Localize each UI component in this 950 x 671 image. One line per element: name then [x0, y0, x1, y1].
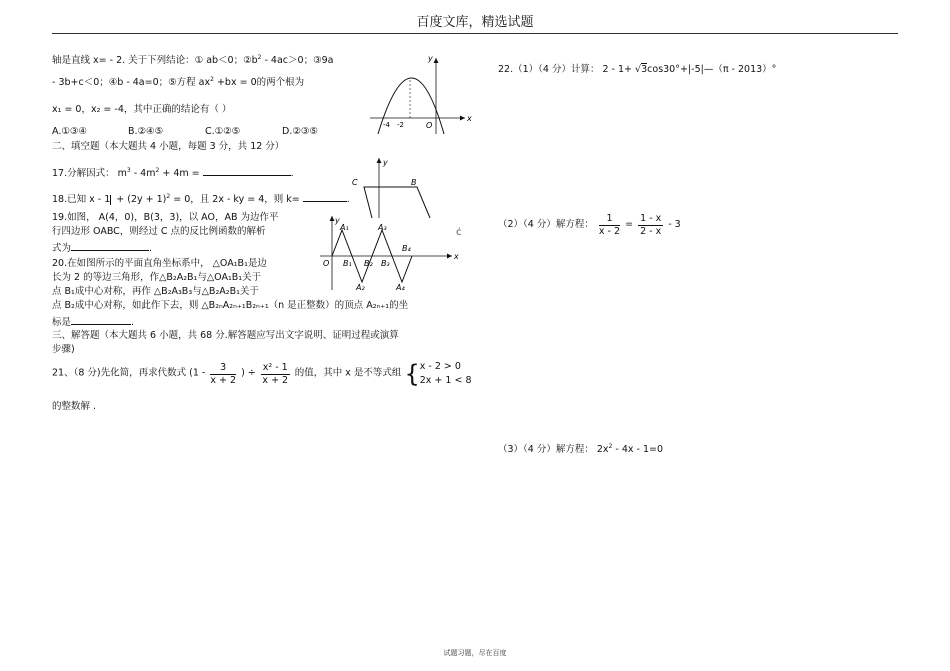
label-a3: A₃ — [378, 223, 387, 232]
section-solve-title-line2: 步骤) — [52, 344, 75, 355]
q16-line1: 轴是直线 x= - 2. 关于下列结论：① ab＜0；$②b^2 - 4ac>0$；③9a — [52, 54, 334, 67]
q16-options — [52, 126, 318, 139]
fig3-x-label: x — [454, 252, 459, 261]
section-fill-in-title: 二、填空题（本大题共 4 小题，每题 3 分，共 12 分） — [52, 141, 285, 152]
origin-label: O — [426, 121, 433, 130]
fig3-x-axis-arrow-icon — [447, 254, 452, 259]
q19-line3: 式为 . — [52, 240, 152, 256]
page-header: 百度文库，精选试题 — [416, 15, 534, 30]
page-footer: 试题习题，尽在百度 — [443, 649, 507, 657]
q21: 21、（8 分)先化简，再求代数式 (1 - $\frac{3}{x + 2}$ ) ÷ $\frac{\text{x² - 1}}{x + 2}$ 的值，其中 x 是不等式组 {x - 2 > 0 2x + 1 < 8 — [52, 360, 472, 388]
label-b4: B₄ — [402, 244, 411, 253]
sqrt-symbol: √3 — [635, 64, 648, 75]
header-divider — [52, 33, 898, 34]
x-axis-arrow-icon — [460, 116, 465, 121]
q16-line2: - 3b+c＜0；④b - 4a=0；⑤方程 $ax^2 +bx = 0$的两个根为 — [52, 76, 305, 89]
q19-line2: 行四边形 OABC，则经过 C 点的反比例函数的解析 — [52, 226, 266, 237]
q20-line1: 20.在如图所示的平面直角坐标系中， △OA₁B₁是边 — [52, 258, 267, 269]
option-a: A.①③④ — [52, 126, 87, 137]
q17: 17.分解因式： $m^3 - 4m^2 + 4m$ = . — [52, 166, 294, 179]
fig2-y-label: y — [383, 158, 388, 167]
fig2-y-axis-arrow-icon — [377, 158, 382, 163]
q20-line2: 长为 2 的等边三角形，作△B₂A₂B₁与△OA₁B₁关于 — [52, 272, 262, 283]
fig1-y-label: y — [428, 54, 433, 63]
tick-minus-2: -2 — [397, 121, 404, 129]
q19-line1: 19.如图， A(4，0)，B(3，3)，以 AO，AB 为边作平 — [52, 212, 279, 223]
label-b2: B₂ — [364, 259, 373, 268]
q20-answer-blank[interactable] — [71, 314, 131, 325]
fig3-y-axis-arrow-icon — [330, 216, 335, 221]
parabola-figure — [368, 52, 472, 136]
section-solve-title-line1: 三、解答题（本大题共 6 小题，共 68 分.解答题应写出文字说明、证明过程或演算 — [52, 330, 399, 341]
point-b-label: B — [411, 178, 417, 187]
point-c-label: C — [352, 178, 358, 187]
option-b: B.②④⑤ — [128, 126, 164, 137]
q21-system-brace: { — [404, 360, 420, 388]
q22-fraction-2: $\frac{1 - x}{2 - x}$ — [640, 213, 662, 237]
q19-answer-blank[interactable] — [71, 240, 149, 251]
parallelogram-figure — [340, 154, 438, 222]
q21-fraction-2: $\frac{\text{x² - 1}}{x + 2}$ — [262, 361, 289, 386]
stray-mark: ċ — [456, 227, 462, 238]
tick-minus-4: -4 — [383, 121, 390, 129]
option-c: C.①②⑤ — [205, 126, 241, 137]
q22-part3: （3）（4 分）解方程： $2x^2 - 4x - 1=0$ — [498, 443, 664, 456]
label-b3: B₃ — [381, 259, 390, 268]
label-a4: A₄ — [396, 283, 405, 292]
q20-line3: 点 B₁成中心对称，再作 △B₂A₃B₃与△B₂A₂B₁关于 — [52, 286, 259, 297]
q22-fraction-1: $\frac{1}{x - 2}$ — [598, 213, 621, 237]
q18: 18.已知 $x - 1 + (2y + 1)^2 = 0$，且 2x - ky = 4，则 k= . — [52, 192, 350, 205]
y-axis-arrow-icon — [434, 58, 439, 63]
q17-answer-blank[interactable] — [203, 165, 291, 176]
option-d: D.②③⑤ — [282, 126, 318, 137]
fig3-y-label: y — [335, 216, 340, 225]
q20-line4: 点 B₂成中心对称，如此作下去，则 △B₂ₙA₂ₙ₊₁B₂ₙ₊₁（n 是正整数）的顶点 A₂ₙ₊₁的坐 — [52, 300, 409, 311]
q21-inequality-system: x - 2 > 0 2x + 1 < 8 — [419, 361, 472, 386]
label-a1: A₁ — [340, 223, 349, 232]
q21-line2: 的整数解 . — [52, 401, 97, 412]
q21-fraction-1: $\frac{3}{x + 2}$ — [210, 361, 237, 386]
q22-part2: （2）（4 分）解方程： $\frac{1}{x - 2}$ = $\frac{1 - x}{2 - x}$ - 3 — [498, 213, 681, 237]
q16-line3: x₁ = 0，x₂ = -4，其中正确的结论有（ ） — [52, 104, 232, 115]
label-o: O — [323, 259, 330, 268]
zigzag-triangles-figure — [318, 214, 460, 292]
q22-part1: 22.（1）（4 分）计算： 2 - 1+ √3cos30°+|-5|—（π - 2013）° — [498, 64, 777, 75]
q20-line5: 标是 . — [52, 314, 134, 330]
fig1-x-label: x — [467, 114, 472, 123]
label-a2: A₂ — [356, 283, 365, 292]
label-b1: B₁ — [343, 259, 352, 268]
